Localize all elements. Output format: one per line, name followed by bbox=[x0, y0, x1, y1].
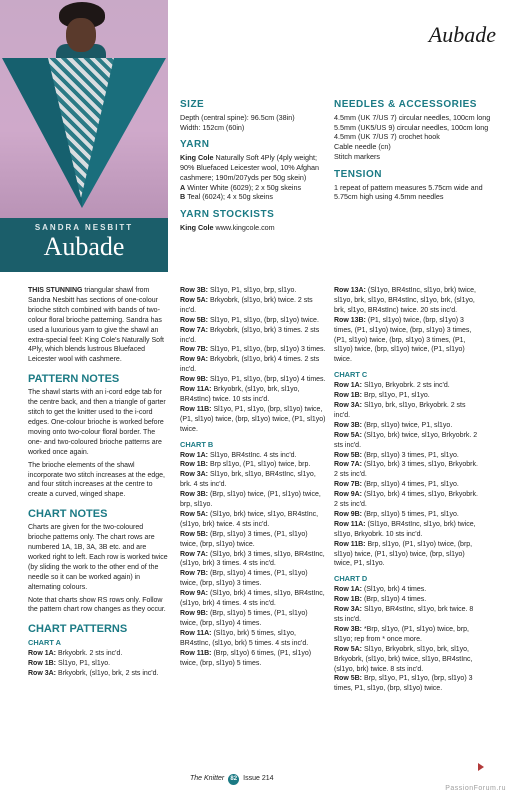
yarn-heading: YARN bbox=[180, 139, 210, 151]
page-title: Aubade bbox=[428, 22, 496, 47]
yarn-description: King Cole Naturally Soft 4Ply (4ply weight; 90% Bluefaced Leicester wool, 10% Afghan cashmere; 190m/207yds per 50g skein) bbox=[180, 153, 320, 182]
pattern-row: Row 11A: (Sl1yo, brk) 5 times, sl1yo, BR4stInc, (sl1yo, brk) 5 times. 4 sts inc'd. bbox=[180, 629, 309, 647]
pattern-row: Row 5A: (Sl1yo, brk) twice, sl1yo, BR4stInc, (sl1yo, brk) twice. 4 sts inc'd. bbox=[180, 510, 319, 528]
yarn-colour-b: B Teal (6024); 4 x 50g skeins bbox=[180, 192, 273, 202]
chart-notes-p2: Note that charts show RS rows only. Follow the pattern chart row changes as they occur. bbox=[28, 596, 166, 614]
continue-arrow-icon bbox=[478, 763, 484, 771]
pattern-row: Row 5B: (Brp, sl1yo) 3 times, P1, sl1yo. bbox=[334, 451, 459, 459]
size-heading: SIZE bbox=[180, 99, 205, 110]
needle-line: Stitch markers bbox=[334, 151, 380, 161]
pattern-row: Row 3B: (Brp, sl1yo) twice, (P1, sl1yo) twice, brp, sl1yo. bbox=[180, 491, 321, 509]
column-1 bbox=[28, 286, 168, 679]
chart-d-heading: CHART D bbox=[334, 574, 368, 584]
needles-heading: NEEDLES & ACCESSORIES bbox=[334, 99, 477, 110]
watermark: PassionForum.ru bbox=[445, 785, 506, 792]
pattern-row: Row 3A: Sl1yo, brk, sl1yo, Brkyobrk. 2 sts inc'd. bbox=[334, 401, 466, 419]
tension-text: 1 repeat of pattern measures 5.75cm wide and 5.75cm high using 4.5mm needles bbox=[334, 182, 483, 202]
column-3 bbox=[334, 286, 480, 694]
pattern-row: Row 11A: Brkyobrk, (sl1yo, brk, sl1yo, BR4stInc) twice. 10 sts inc'd. bbox=[180, 386, 300, 403]
size-line: Width: 152cm (60in) bbox=[180, 122, 245, 132]
pattern-row: Row 3B: *Brp, sl1yo, (P1, sl1yo) twice, brp, sl1yo; rep from * once more. bbox=[334, 625, 469, 643]
pattern-row: Row 5B: (Brp, sl1yo) 3 times, (P1, sl1yo) twice, (brp, sl1yo) twice. bbox=[180, 530, 308, 548]
needle-line: 4.5mm (UK 7/US 7) circular needles, 100cm long bbox=[334, 112, 491, 122]
intro-text: THIS STUNNING triangular shawl from Sandra Nesbitt has sections of one-colour brioche stitch combined with bands of two-colour floral brioche patterning. Sandra has used a luxurious yarn to give the shawl an extra-special feel: King Cole's Naturally Soft 4Ply, which blends lustrous Bluefaced Leicester wool with cashmere. bbox=[28, 287, 164, 364]
pattern-row: Row 1A: (Sl1yo, brk) 4 times. bbox=[334, 586, 427, 594]
pattern-row: Row 9A: (Sl1yo, brk) 4 times, sl1yo, BR4stInc, (sl1yo, brk) 4 times. 4 sts inc'd. bbox=[180, 590, 325, 608]
pattern-row: Row 9A: Brkyobrk, (sl1yo, brk) 4 times. 2 sts inc'd. bbox=[180, 356, 320, 374]
stockists-heading: YARN STOCKISTS bbox=[180, 209, 275, 221]
pattern-row: Row 11B: Brp, sl1yo, (P1, sl1yo) twice, (brp, sl1yo) twice, (P1, sl1yo) twice, (brp, sl1yo) twice, P1, sl1yo. bbox=[334, 540, 473, 568]
pattern-row: Row 9A: (Sl1yo, brk) 4 times, sl1yo, Brkyobrk. 2 sts inc'd. bbox=[334, 491, 478, 509]
chart-notes-heading: CHART NOTES bbox=[28, 508, 108, 521]
pattern-row: Row 1B: (Brp, sl1yo) 4 times. bbox=[334, 596, 427, 604]
page-footer bbox=[190, 774, 274, 785]
chart-patterns-heading: CHART PATTERNS bbox=[28, 623, 128, 636]
pattern-row: Row 7B: (Brp, sl1yo) 4 times, P1, sl1yo. bbox=[334, 481, 459, 489]
footer-page-number: 82 bbox=[228, 774, 239, 785]
pattern-row: Row 3A: Sl1yo, BR4stInc, sl1yo, brk twice. 8 sts inc'd. bbox=[334, 606, 474, 623]
info-right bbox=[334, 100, 499, 202]
pattern-row: Row 3A: Sl1yo, brk, sl1yo, BR4stInc, sl1yo, brk. 4 sts inc'd. bbox=[180, 471, 316, 489]
banner-title: Aubade bbox=[43, 232, 125, 261]
pattern-row: Row 3B: Sl1yo, P1, sl1yo, brp, sl1yo. bbox=[180, 287, 297, 294]
pattern-row: Row 5A: (Sl1yo, brk) twice, sl1yo, Brkyobrk. 2 sts inc'd. bbox=[334, 431, 478, 449]
pattern-row: Row 11B: (Brp, sl1yo) 6 times, (P1, sl1yo) twice, (brp, sl1yo) 5 times. bbox=[180, 649, 312, 667]
pattern-row: Row 13A: (Sl1yo, BR4stInc, sl1yo, brk) twice, sl1yo, brk, sl1yo, BR4stInc, sl1yo, brk, (sl1yo, brk, sl1yo, BR4stInc) twice. 20 sts inc'd. bbox=[334, 287, 477, 314]
chart-b-heading: CHART B bbox=[180, 439, 214, 449]
pattern-row: Row 7B: (Brp, sl1yo) 4 times, (P1, sl1yo) twice, (brp, sl1yo) 3 times. bbox=[180, 570, 308, 588]
needle-line: Cable needle (cn) bbox=[334, 142, 391, 152]
pattern-row: Row 1A: Sl1yo, Brkyobrk. 2 sts inc'd. bbox=[334, 382, 450, 390]
pattern-notes-p1: The shawl starts with an i-cord edge tab for the centre back, and then a triangle of garter stitch to get the knitter used to the i-cord edges. One-colour brioche is worked before moving onto two-colour floral border. The one- and two-coloured brioche patterns are worked once again. bbox=[28, 389, 166, 456]
pattern-row: Row 1A: Sl1yo, BR4stInc. 4 sts inc'd. bbox=[180, 451, 297, 459]
pattern-row: Row 5B: Sl1yo, P1, sl1yo, (brp, sl1yo) twice. bbox=[180, 316, 319, 324]
chart-a-heading: CHART A bbox=[28, 638, 61, 648]
pattern-row: Row 11B: Sl1yo, P1, sl1yo, (brp, sl1yo) twice, (P1, sl1yo) twice, (brp, sl1yo) twice, (P1, sl1yo) twice. bbox=[180, 405, 326, 433]
pattern-row: Row 5B: Brp, sl1yo, P1, sl1yo, (brp, sl1yo) 3 times, P1, sl1yo, (brp, sl1yo) twice. bbox=[334, 675, 473, 693]
pattern-row: Row 5A: Brkyobrk, (sl1yo, brk) twice. 2 sts inc'd. bbox=[180, 296, 313, 314]
pattern-row: Row 3A: Brkyobrk, (sl1yo, brk, 2 sts inc'd. bbox=[28, 670, 159, 678]
pattern-row: Row 1A: Brkyobrk. 2 sts inc'd. bbox=[28, 650, 123, 658]
yarn-colour-a: A Winter White (6029); 2 x 50g skeins bbox=[180, 182, 302, 192]
pattern-row: Row 7A: (Sl1yo, brk) 3 times, sl1yo, Brkyobrk. 2 sts inc'd. bbox=[334, 461, 478, 479]
stockists-line: King Cole www.kingcole.com bbox=[180, 222, 275, 232]
needle-line: 4.5mm (UK 7/US 7) crochet hook bbox=[334, 132, 440, 142]
column-2 bbox=[180, 286, 326, 668]
pattern-notes-heading: PATTERN NOTES bbox=[28, 373, 120, 386]
pattern-row: Row 5A: Sl1yo, Brkyobrk, sl1yo, brk, sl1yo, Brkyobrk, (sl1yo, brk) twice, sl1yo, BR4stInc, (sl1yo, brk) twice. 8 sts inc'd. bbox=[334, 645, 473, 673]
size-line: Depth (central spine): 96.5cm (38in) bbox=[180, 112, 295, 122]
tension-heading: TENSION bbox=[334, 168, 382, 180]
pattern-row: Row 1B: Brp sl1yo, (P1, sl1yo) twice, brp. bbox=[180, 461, 311, 469]
pattern-row: Row 9B: Sl1yo, P1, sl1yo, (brp, sl1yo) 4 times. bbox=[180, 376, 326, 384]
chart-c-heading: CHART C bbox=[334, 370, 368, 380]
footer-magazine: The Knitter bbox=[190, 775, 225, 782]
pattern-row: Row 7B: Sl1yo, P1, sl1yo, (brp, sl1yo) 3 times. bbox=[180, 346, 326, 354]
pattern-row: Row 7A: (Sl1yo, brk) 3 times, sl1yo, BR4stInc, (sl1yo, brk) 3 times. 4 sts inc'd. bbox=[180, 550, 325, 568]
chart-notes-p1: Charts are given for the two-coloured brioche patterns only. The chart rows are numbered 1A, 1B, 3A, 3B etc. and are worked right to left. Each row is worked twice (by sliding the work to the other end of the needle so it can be worked again) in alternating colours. bbox=[28, 524, 168, 591]
author-name: SANDRA NESBITT bbox=[34, 223, 134, 232]
info-left bbox=[180, 100, 325, 233]
pattern-row: Row 9B: (Brp, sl1yo) 5 times, P1, sl1yo. bbox=[334, 510, 459, 518]
pattern-row: Row 13B: (P1, sl1yo) twice, (brp, sl1yo) 3 times, (P1, sl1yo) twice, (brp, sl1yo) 3 times, (P1, sl1yo) twice, (brp, sl1yo) 3 times, (P1, sl1yo) twice, (brp, sl1yo) twice, (P1, sl1yo) twice. bbox=[334, 316, 472, 364]
shawl-photo bbox=[0, 0, 168, 218]
pattern-row: Row 3B: (Brp, sl1yo) twice, P1, sl1yo. bbox=[334, 421, 453, 429]
pattern-row: Row 7A: Brkyobrk, (sl1yo, brk) 3 times. 2 sts inc'd. bbox=[180, 326, 320, 344]
pattern-row: Row 1B: Brp, sl1yo, P1, sl1yo. bbox=[334, 392, 430, 400]
pattern-row: Row 11A: (Sl1yo, BR4stInc, sl1yo, brk) twice, sl1yo, Brkyobrk. 10 sts inc'd. bbox=[334, 520, 476, 538]
pattern-row: Row 1B: Sl1yo, P1, sl1yo. bbox=[28, 660, 111, 668]
needle-line: 5.5mm (UK5/US 9) circular needles, 100cm long bbox=[334, 122, 489, 132]
pattern-row: Row 9B: (Brp, sl1yo) 5 times, (P1, sl1yo) twice, (brp, sl1yo) 4 times. bbox=[180, 610, 308, 627]
pattern-notes-p2: The brioche elements of the shawl incorporate two stitch increases at the edge, and four stitch increases at the centre to create a curved, winged shape. bbox=[28, 461, 165, 499]
footer-issue: Issue 214 bbox=[243, 775, 274, 782]
